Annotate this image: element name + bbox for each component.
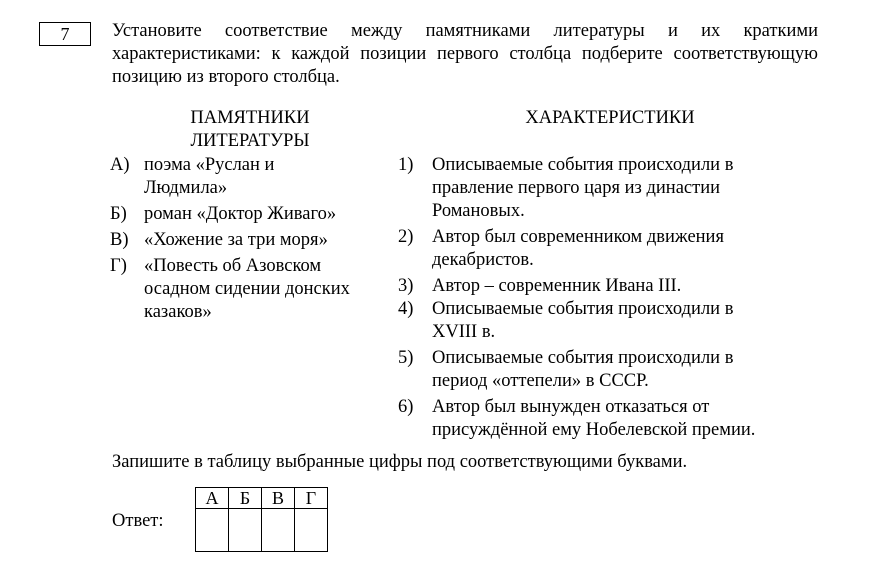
- item-text: роман «Доктор Живаго»: [144, 204, 337, 224]
- literature-item-v: [110, 229, 395, 252]
- literature-item-g: [110, 255, 395, 324]
- right-column-header: ХАРАКТЕРИСТИКИ: [525, 108, 695, 128]
- answer-input-row: [196, 509, 328, 552]
- literature-list: [110, 154, 395, 324]
- characteristic-item-2: [398, 226, 818, 272]
- left-header-line1: ПАМЯТНИКИ: [190, 108, 310, 128]
- item-marker: 2): [398, 227, 414, 247]
- item-text: «Хожение за три моря»: [144, 230, 328, 250]
- answer-col-b: Б: [229, 488, 262, 509]
- item-marker: 5): [398, 348, 414, 368]
- item-text: Описываемые события происходили в правление первого царя из династии Романовых.: [432, 155, 734, 221]
- item-marker: Г): [110, 256, 127, 276]
- characteristic-item-3: [398, 275, 818, 298]
- item-text: поэма «Руслан и Людмила»: [144, 155, 275, 198]
- answer-cell-g[interactable]: [295, 509, 328, 552]
- table-instruction: Запишите в таблицу выбранные цифры под соответствующими буквами.: [112, 452, 688, 472]
- answer-table: [195, 487, 328, 552]
- item-text: «Повесть об Азовском осадном сидении донских казаков»: [144, 256, 350, 322]
- characteristic-item-6: [398, 396, 818, 442]
- item-marker: Б): [110, 204, 127, 224]
- item-text: Автор – современник Ивана III.: [432, 276, 682, 296]
- answer-col-g: Г: [295, 488, 328, 509]
- item-marker: 1): [398, 155, 414, 175]
- characteristics-list: [398, 154, 818, 442]
- characteristic-item-1: [398, 154, 818, 223]
- answer-label: Ответ:: [112, 511, 164, 531]
- item-text: Автор был современником движения декабристов.: [432, 227, 724, 270]
- answer-col-a: А: [196, 488, 229, 509]
- task-number: 7: [39, 22, 91, 46]
- answer-cell-v[interactable]: [262, 509, 295, 552]
- answer-col-v: В: [262, 488, 295, 509]
- literature-item-a: [110, 154, 395, 200]
- characteristic-item-5: [398, 347, 818, 393]
- item-marker: 6): [398, 397, 414, 417]
- item-text: Описываемые события происходили в период «оттепели» в СССР.: [432, 348, 734, 391]
- item-marker: А): [110, 155, 130, 175]
- item-text: Описываемые события происходили в XVIII в.: [432, 299, 734, 342]
- item-marker: 4): [398, 299, 414, 319]
- item-text: Автор был вынужден отказаться от присуждённой ему Нобелевской премии.: [432, 397, 756, 440]
- left-header-line2: ЛИТЕРАТУРЫ: [190, 131, 310, 151]
- task-instructions: Установите соответствие между памятниками литературы и их краткими характеристиками: к каждой позиции первого столбца подберите соответствующую позицию из второго столбца.: [112, 21, 818, 87]
- left-column-header: [150, 107, 350, 153]
- literature-item-b: [110, 203, 395, 226]
- answer-cell-b[interactable]: [229, 509, 262, 552]
- item-marker: В): [110, 230, 129, 250]
- answer-cell-a[interactable]: [196, 509, 229, 552]
- item-marker: 3): [398, 276, 414, 296]
- characteristic-item-4: [398, 298, 818, 344]
- answer-header-row: [196, 488, 328, 509]
